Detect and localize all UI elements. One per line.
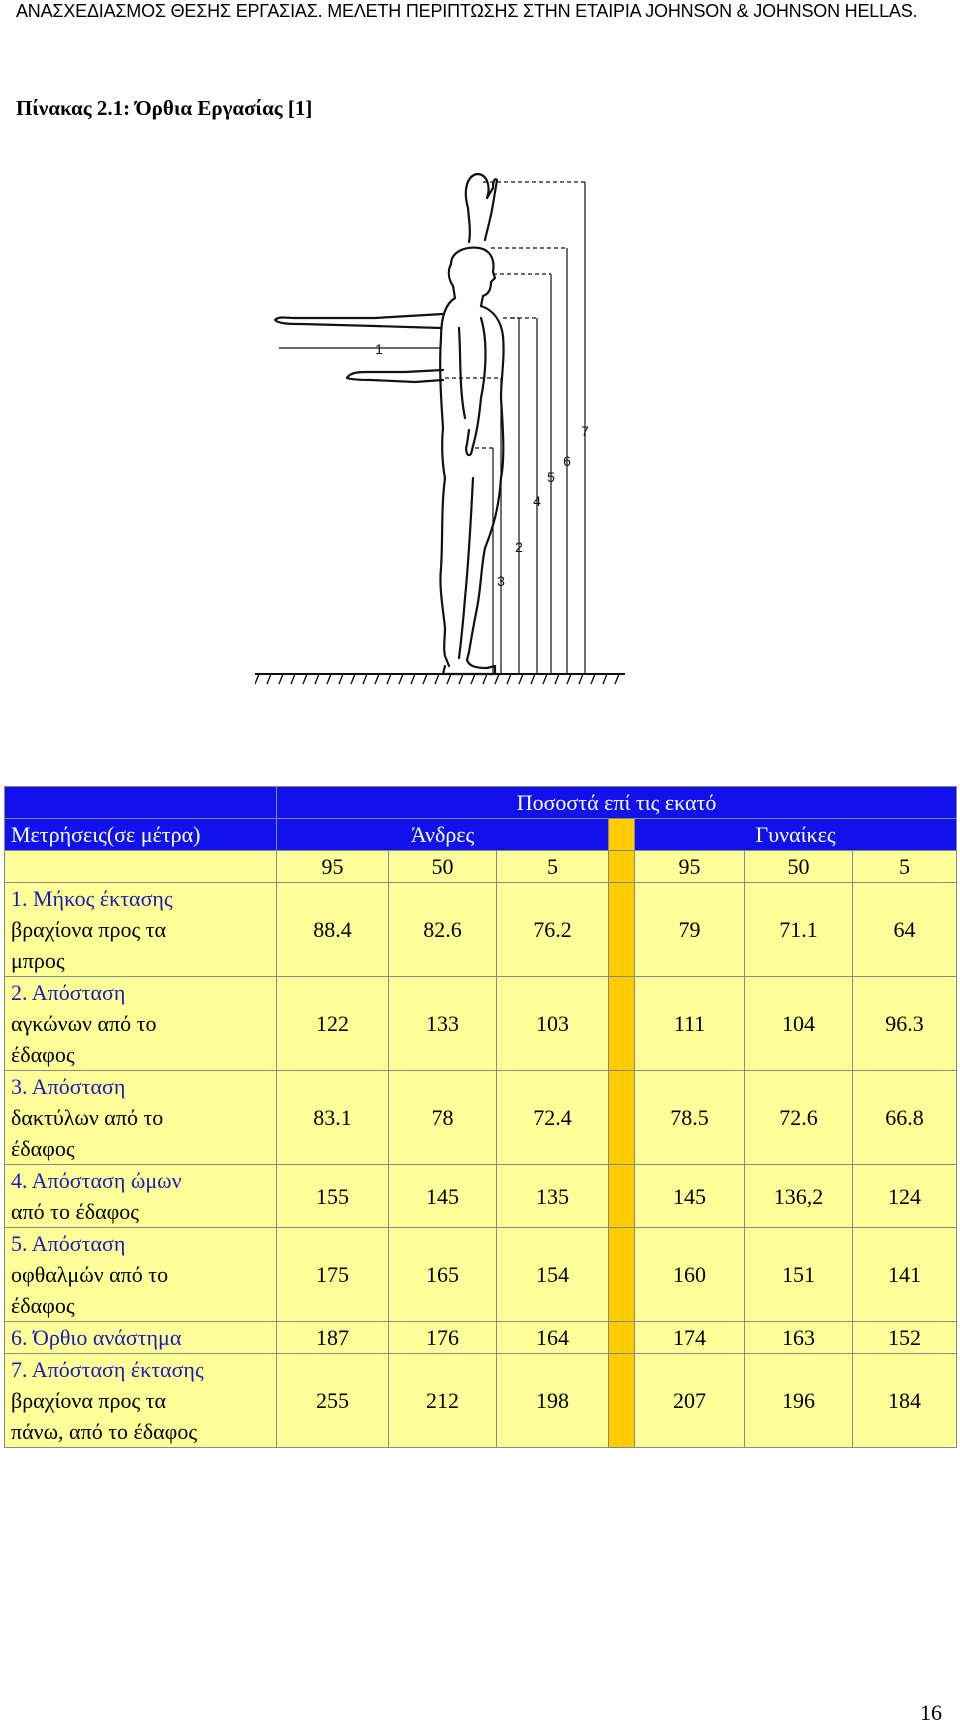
value-cell: 122 xyxy=(277,977,389,1071)
value-cell: 135 xyxy=(497,1165,609,1228)
value-cell: 151 xyxy=(745,1228,853,1322)
value-cell: 79 xyxy=(635,883,745,977)
table-row xyxy=(5,1165,957,1228)
upper-arm-outline xyxy=(275,314,443,328)
percentile-cell: 5 xyxy=(853,851,957,883)
head-outline xyxy=(451,248,495,306)
women-header: Γυναίκες xyxy=(635,819,957,851)
table-row xyxy=(5,1228,957,1322)
leg-outline xyxy=(440,478,449,666)
figure-label-6: 6 xyxy=(563,453,571,469)
table-caption: Πίνακας 2.1: Όρθια Εργασίας [1] xyxy=(16,96,313,120)
value-cell: 72.6 xyxy=(745,1071,853,1165)
value-cell: 136,2 xyxy=(745,1165,853,1228)
value-cell: 196 xyxy=(745,1354,853,1448)
value-cell: 71.1 xyxy=(745,883,853,977)
value-cell: 176 xyxy=(389,1322,497,1354)
row-label: 5. Απόσταση οφθαλμών από το έδαφος xyxy=(5,1228,277,1322)
value-cell: 212 xyxy=(389,1354,497,1448)
men-header: Άνδρες xyxy=(277,819,609,851)
figure-label-1: 1 xyxy=(375,341,383,357)
measurements-header: Μετρήσεις(σε μέτρα) xyxy=(5,819,277,851)
table-row xyxy=(5,977,957,1071)
row-label: 1. Μήκος έκτασης βραχίονα προς τα μπρος xyxy=(5,883,277,977)
raised-arm-outline xyxy=(466,174,497,242)
value-cell: 66.8 xyxy=(853,1071,957,1165)
table-row xyxy=(5,883,957,977)
percentile-header: Ποσοστά επί τις εκατό xyxy=(277,787,957,819)
value-cell: 152 xyxy=(853,1322,957,1354)
figure-label-3: 3 xyxy=(497,573,505,589)
figure-label-4: 4 xyxy=(533,493,541,509)
row-label: 7. Απόσταση έκτασης βραχίονα προς τα πάνω, από το έδαφος xyxy=(5,1354,277,1448)
value-cell: 174 xyxy=(635,1322,745,1354)
document-header: ΑΝΑΣΧΕΔΙΑΣΜΟΣ ΘΕΣΗΣ ΕΡΓΑΣΙΑΣ. ΜΕΛΕΤΗ ΠΕΡΙΠΤΩΣΗΣ ΣΤΗΝ ΕΤΑΙΡΙΑ JOHNSON & JOHNSON HELLAS. xyxy=(16,1,918,21)
value-cell: 184 xyxy=(853,1354,957,1448)
value-cell: 198 xyxy=(497,1354,609,1448)
row-label: 2. Απόσταση αγκώνων από το έδαφος xyxy=(5,977,277,1071)
value-cell: 207 xyxy=(635,1354,745,1448)
row-label: 3. Απόσταση δακτύλων από το έδαφος xyxy=(5,1071,277,1165)
table-body xyxy=(5,883,957,1448)
table-row xyxy=(5,1322,957,1354)
value-cell: 64 xyxy=(853,883,957,977)
value-cell: 160 xyxy=(635,1228,745,1322)
row-label: 4. Απόσταση ώμων από το έδαφος xyxy=(5,1165,277,1228)
value-cell: 154 xyxy=(497,1228,609,1322)
percentile-cell: 95 xyxy=(635,851,745,883)
table-row xyxy=(5,1071,957,1165)
value-cell: 133 xyxy=(389,977,497,1071)
value-cell: 163 xyxy=(745,1322,853,1354)
value-cell: 165 xyxy=(389,1228,497,1322)
value-cell: 164 xyxy=(497,1322,609,1354)
percentile-cell: 95 xyxy=(277,851,389,883)
figure-label-2: 2 xyxy=(515,539,523,555)
value-cell: 104 xyxy=(745,977,853,1071)
value-cell: 78.5 xyxy=(635,1071,745,1165)
value-cell: 103 xyxy=(497,977,609,1071)
row-label: 6. Όρθιο ανάστημα xyxy=(5,1322,277,1354)
lower-arm-outline xyxy=(347,370,443,382)
torso-outline xyxy=(440,298,455,478)
value-cell: 155 xyxy=(277,1165,389,1228)
measurements-table xyxy=(4,786,957,1448)
figure-label-7: 7 xyxy=(581,423,589,439)
value-cell: 145 xyxy=(635,1165,745,1228)
value-cell: 124 xyxy=(853,1165,957,1228)
value-cell: 96.3 xyxy=(853,977,957,1071)
value-cell: 72.4 xyxy=(497,1071,609,1165)
value-cell: 78 xyxy=(389,1071,497,1165)
value-cell: 141 xyxy=(853,1228,957,1322)
value-cell: 187 xyxy=(277,1322,389,1354)
page-number: 16 xyxy=(920,1700,942,1725)
value-cell: 255 xyxy=(277,1354,389,1448)
figure-label-5: 5 xyxy=(547,469,555,485)
table-row xyxy=(5,1354,957,1448)
value-cell: 82.6 xyxy=(389,883,497,977)
value-cell: 76.2 xyxy=(497,883,609,977)
value-cell: 88.4 xyxy=(277,883,389,977)
value-cell: 175 xyxy=(277,1228,389,1322)
percentile-cell: 50 xyxy=(389,851,497,883)
standing-figure-diagram xyxy=(255,168,685,688)
percentile-cell: 5 xyxy=(497,851,609,883)
value-cell: 145 xyxy=(389,1165,497,1228)
value-cell: 83.1 xyxy=(277,1071,389,1165)
value-cell: 111 xyxy=(635,977,745,1071)
percentile-cell: 50 xyxy=(745,851,853,883)
